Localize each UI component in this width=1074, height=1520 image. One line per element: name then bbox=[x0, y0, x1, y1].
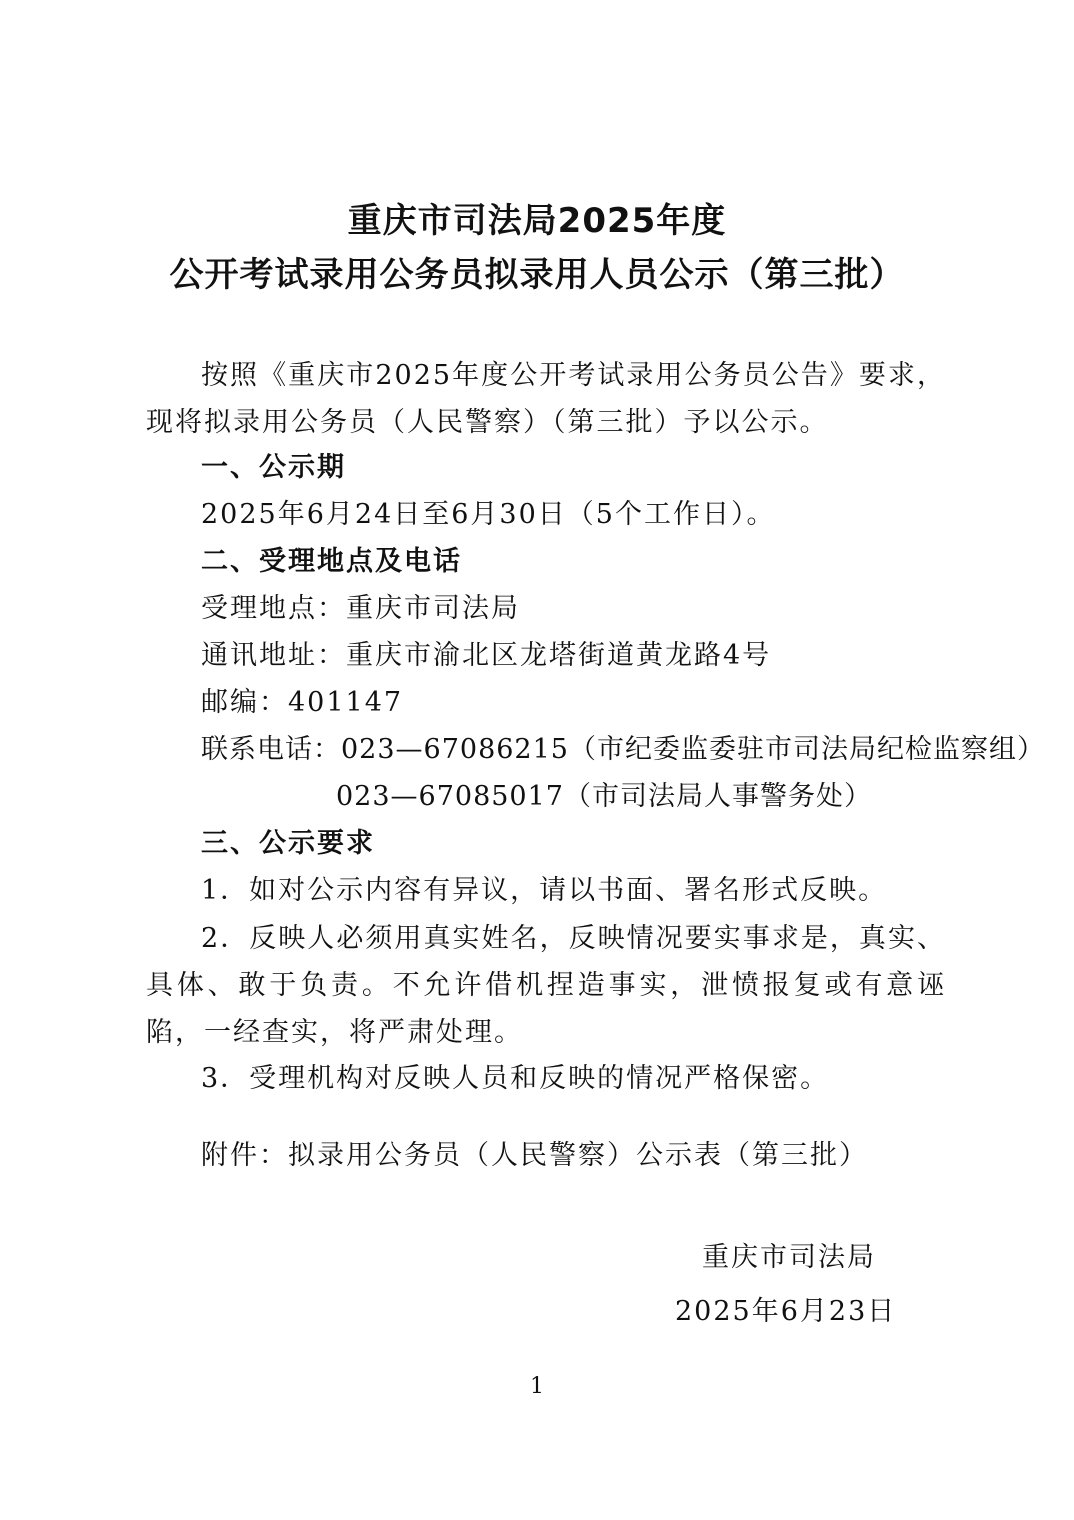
document-title-line1: 重庆市司法局2025年度 bbox=[347, 201, 727, 241]
requirement-item-1: 1．如对公示内容有异议，请以书面、署名形式反映。 bbox=[201, 875, 888, 906]
signing-organization: 重庆市司法局 bbox=[702, 1242, 876, 1273]
signing-date: 2025年6月23日 bbox=[675, 1296, 897, 1327]
contact-phone-1: 联系电话：023—67086215（市纪委监委驻市司法局纪检监察组） bbox=[201, 734, 1045, 765]
section3-heading: 三、公示要求 bbox=[201, 828, 375, 859]
postcode: 邮编：401147 bbox=[201, 687, 404, 718]
requirement-item-3: 3．受理机构对反映人员和反映的情况严格保密。 bbox=[201, 1063, 830, 1094]
attachment-note: 附件：拟录用公务员（人民警察）公示表（第三批） bbox=[201, 1140, 868, 1171]
requirement-item-2: 2．反映人必须用真实姓名，反映情况要实事求是，真实、具体、敢于负责。不允许借机捏造事实，泄愤报复或有意诬陷，一经查实，将严肃处理。 bbox=[146, 923, 946, 1048]
acceptance-place: 受理地点：重庆市司法局 bbox=[201, 593, 520, 624]
page-number: 1 bbox=[530, 1374, 544, 1399]
publicity-period-text: 2025年6月24日至6月30日（5个工作日）。 bbox=[201, 499, 776, 530]
section1-heading: 一、公示期 bbox=[201, 452, 346, 483]
intro-paragraph: 按照《重庆市2025年度公开考试录用公务员公告》要求，现将拟录用公务员（人民警察）（第三批）予以公示。 bbox=[146, 360, 946, 438]
document-title-line2: 公开考试录用公务员拟录用人员公示（第三批） bbox=[169, 255, 905, 295]
section2-heading: 二、受理地点及电话 bbox=[201, 546, 462, 577]
mailing-address: 通讯地址：重庆市渝北区龙塔街道黄龙路4号 bbox=[201, 640, 772, 671]
contact-phone-2: 023—67085017（市司法局人事警务处） bbox=[336, 781, 872, 812]
